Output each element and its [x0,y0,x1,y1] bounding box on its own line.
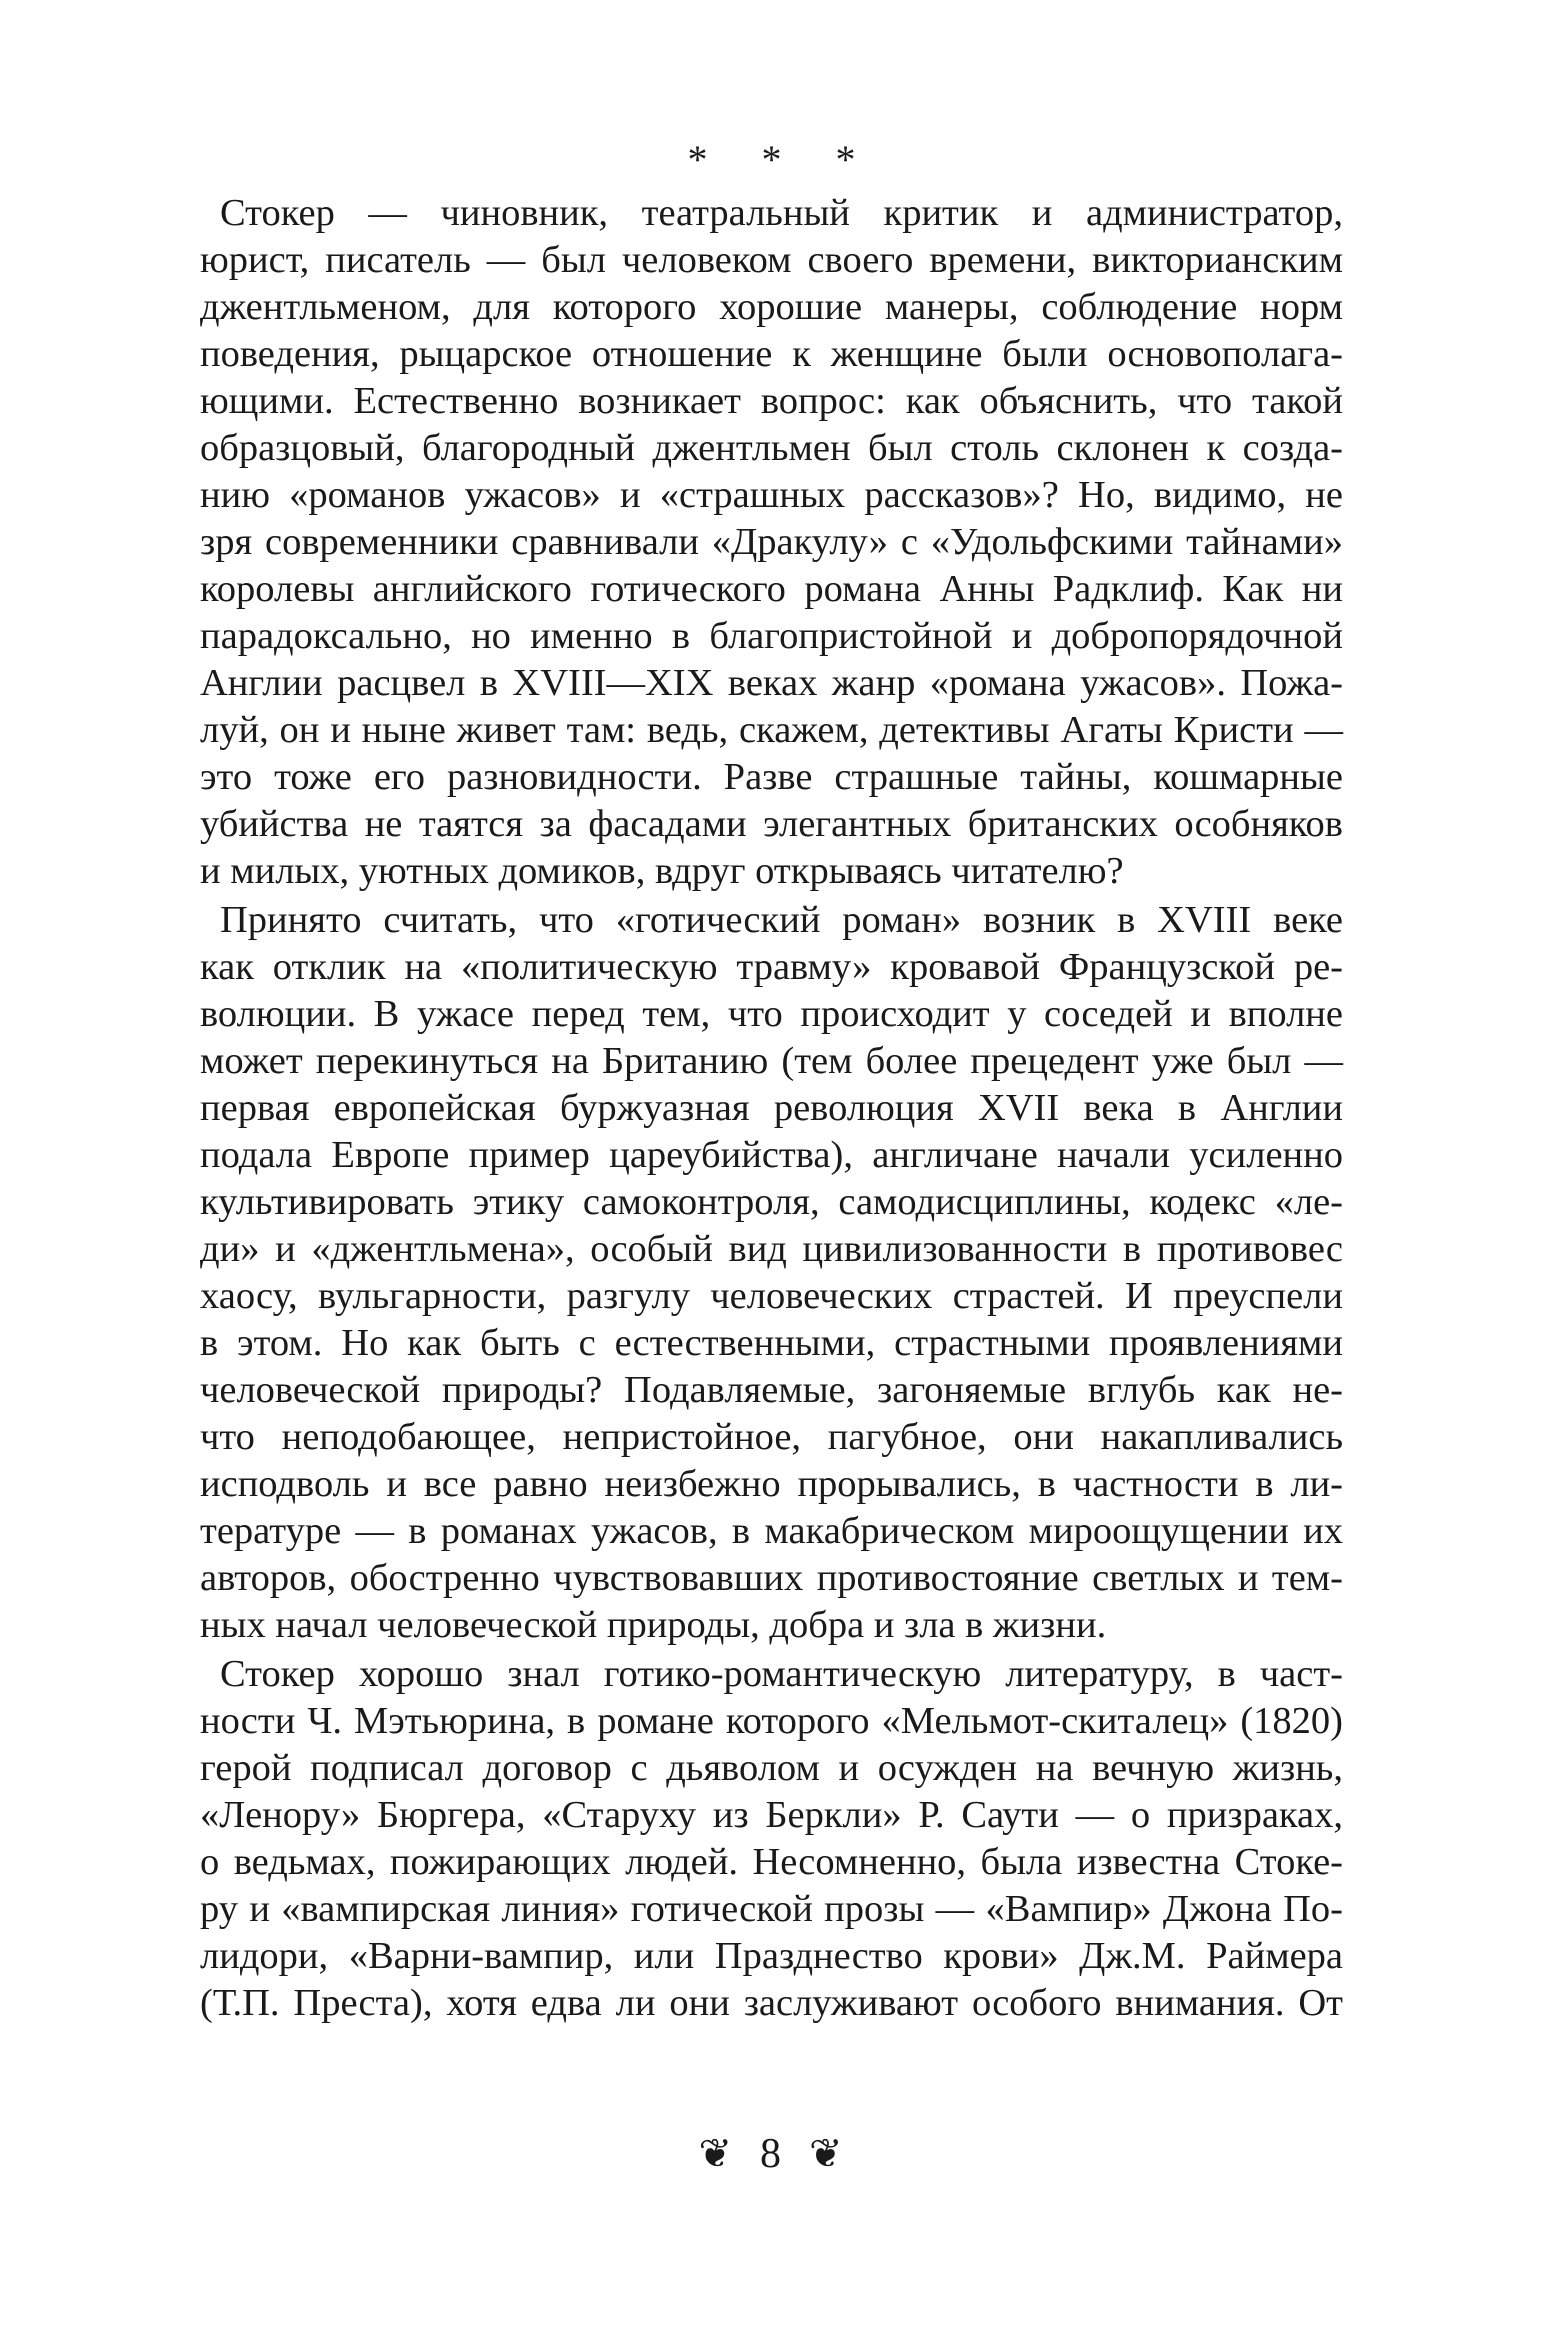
text-line: ди» и «джентльмена», особый вид цивилизованности в противовес [200,1228,1343,1270]
page-footer [0,2120,1541,2184]
text-line: исподволь и все равно неизбежно прорывались, в частности в ли- [200,1463,1343,1505]
text-line: Принято считать, что «готический роман» возник в XVIII веке [220,899,1343,941]
text-line: человеческой природы? Подавляемые, загоняемые вглубь как не- [200,1369,1343,1411]
ornament-right-icon: ❦ [809,2130,843,2176]
text-line: как отклик на «политическую травму» кровавой Французской ре- [200,946,1343,988]
text-line: парадоксально, но именно в благопристойной и добропорядочной [200,615,1343,657]
text-line: Стокер хорошо знал готико-романтическую литературу, в част- [220,1653,1343,1695]
text-line: ющими. Естественно возникает вопрос: как объяснить, что такой [200,380,1343,422]
text-line: (Т.П. Преста), хотя едва ли они заслуживают особого внимания. От [200,1982,1343,2024]
text-line: культивировать этику самоконтроля, самодисциплины, кодекс «ле- [200,1181,1343,1223]
text-line: поведения, рыцарское отношение к женщине были основополага- [200,333,1343,375]
text-line: убийства не таятся за фасадами элегантных британских особняков [200,803,1343,845]
text-line: Стокер — чиновник, театральный критик и администратор, [220,192,1343,234]
paragraph [200,190,1343,895]
text-line: лидори, «Варни-вампир, или Празднество крови» Дж.М. Раймера [200,1935,1343,1977]
text-line: тературе — в романах ужасов, в макабрическом мироощущении их [200,1510,1343,1552]
text-line: юрист, писатель — был человеком своего времени, викторианским [200,239,1343,281]
text-line: первая европейская буржуазная революция XVII века в Англии [200,1087,1343,1129]
text-line: «Ленору» Бюргера, «Старуху из Беркли» Р. Саути — о призраках, [200,1794,1343,1836]
text-line: может перекинуться на Британию (тем более прецедент уже был — [200,1040,1343,1082]
text-line: это тоже его разновидности. Разве страшные тайны, кошмарные [200,756,1343,798]
text-line: джентльменом, для которого хорошие манеры, соблюдение норм [200,286,1343,328]
text-line: королевы английского готического романа Анны Радклиф. Как ни [200,568,1343,610]
paragraph [200,1651,1343,2027]
paragraph [200,897,1343,1649]
text-line: луй, он и ныне живет там: ведь, скажем, детективы Агаты Кристи — [200,709,1343,751]
text-line: образцовый, благородный джентльмен был столь склонен к созда- [200,427,1343,469]
text-line: в этом. Но как быть с естественными, страстными проявлениями [200,1322,1343,1364]
text-line: что неподобающее, непристойное, пагубное, они накапливались [200,1416,1343,1458]
text-line: авторов, обостренно чувствовавших противостояние светлых и тем- [200,1557,1343,1599]
text-line: волюции. В ужасе перед тем, что происходит у соседей и вполне [200,993,1343,1035]
text-line: герой подписал договор с дьяволом и осужден на вечную жизнь, [200,1747,1343,1789]
text-line: Англии расцвел в XVIII—XIX веках жанр «романа ужасов». Пожа- [200,662,1343,704]
text-line: нию «романов ужасов» и «страшных рассказов»? Но, видимо, не [200,474,1343,516]
text-line: ности Ч. Мэтьюрина, в романе которого «Мельмот-скиталец» (1820) [200,1700,1343,1742]
ornament-left-icon: ❦ [698,2130,732,2176]
page-number: 8 [760,2130,781,2177]
text-line: о ведьмах, пожирающих людей. Несомненно, была известна Стоке- [200,1841,1343,1883]
text-line: ных начал человеческой природы, добра и зла в жизни. [200,1604,1107,1646]
text-line: хаосу, вульгарности, разгулу человеческих страстей. И преуспели [200,1275,1343,1317]
text-line: подала Европе пример цареубийства), англичане начали усиленно [200,1134,1343,1176]
text-line: зря современники сравнивали «Дракулу» с «Удольфскими тайнами» [200,521,1343,563]
text-line: ру и «вампирская линия» готической прозы — «Вампир» Джона По- [200,1888,1343,1930]
main-text [200,190,1343,2027]
page-body [200,137,1343,2027]
section-separator: * * * [687,137,878,182]
text-line: и милых, уютных домиков, вдруг открываясь читателю? [200,850,1124,892]
